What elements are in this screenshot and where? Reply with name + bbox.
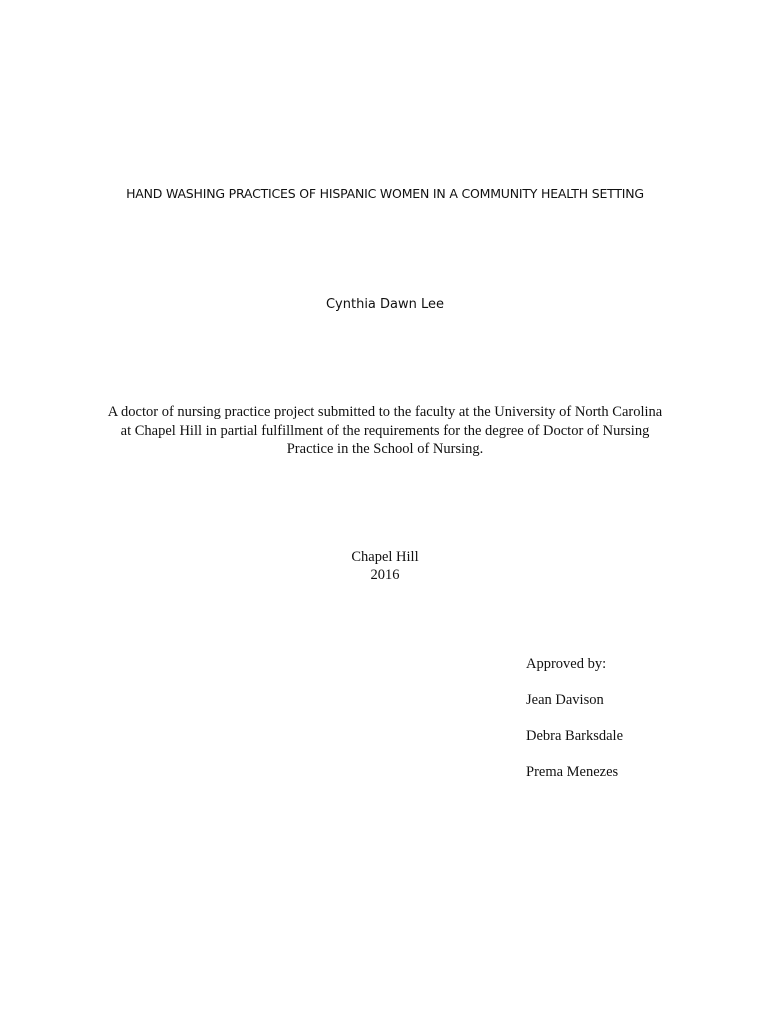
approval-block: [526, 655, 623, 799]
place: Chapel Hill: [351, 549, 419, 565]
author-name: Cynthia Dawn Lee: [325, 297, 445, 312]
approver-name: Jean Davison: [526, 692, 604, 708]
submission-statement: [80, 403, 690, 459]
document-title: HAND WASHING PRACTICES OF HISPANIC WOMEN IN A COMMUNITY HEALTH SETTING: [126, 186, 644, 201]
statement-line: at Chapel Hill in partial fulfillment of the requirements for the degree of Doctor of Nursing: [120, 422, 650, 439]
year: 2016: [370, 567, 400, 583]
approval-label: Approved by:: [526, 656, 607, 672]
statement-line: Practice in the School of Nursing.: [286, 441, 484, 457]
statement-line: A doctor of nursing practice project submitted to the faculty at the University of North Carolina: [107, 404, 663, 420]
approver-name: Prema Menezes: [526, 764, 619, 780]
approver-name: Debra Barksdale: [526, 728, 624, 744]
place-and-year: [0, 548, 770, 584]
